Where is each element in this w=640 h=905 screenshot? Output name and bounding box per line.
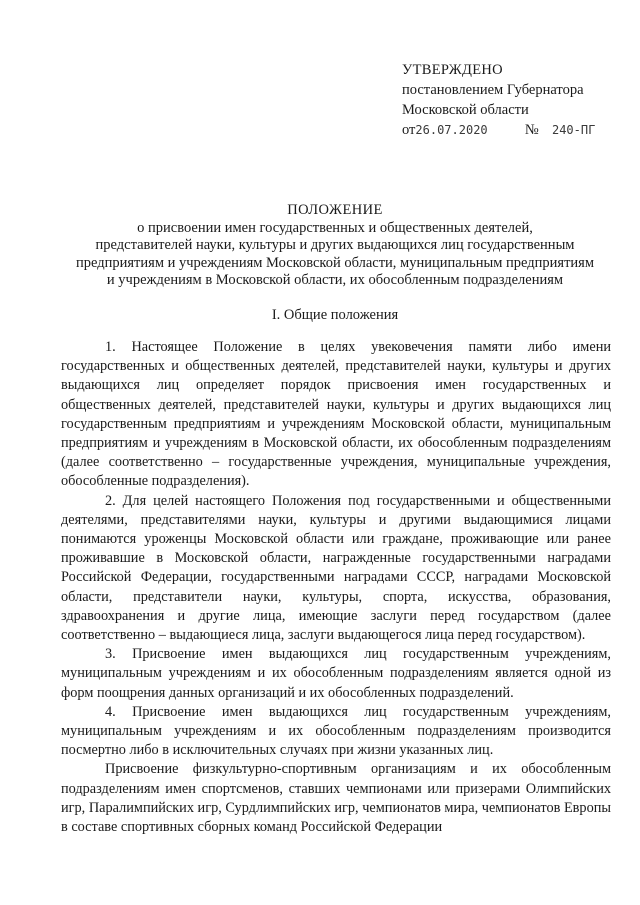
- approval-line-1: постановлением Губернатора: [402, 82, 584, 98]
- paragraph-3: 3. Присвоение имен выдающихся лиц государственным учреждениям, муниципальным учреждениям и их обособленным подразделениям является одной из форм поощрения данных организаций и их обособленных подразделений.: [61, 646, 611, 701]
- date-prefix: от: [402, 122, 416, 138]
- document-body: [61, 338, 611, 837]
- paragraph-5: Присвоение физкультурно-спортивным организациям и их обособленным подразделениям имен спортсменов, ставших чемпионами или призерами Олимпийских игр, Паралимпийских игр, Сурдлимпийских игр, чемпионатов мира, чемпионатов Европы в составе спортивных сборных команд Российской Федерации: [61, 761, 611, 836]
- title-line-4: предприятиям и учреждениям Московской области, муниципальным предприятиям: [75, 254, 595, 271]
- paragraph-4: 4. Присвоение имен выдающихся лиц государственным учреждениям, муниципальным учреждениям и их обособленным подразделениям производится посмертно либо в исключительных случаях при жизни указанных лиц.: [61, 703, 611, 759]
- title-line-2: о присвоении имен государственных и общественных деятелей,: [137, 219, 533, 236]
- approval-line-2: Московской области: [402, 102, 529, 118]
- section-title: I. Общие положения: [271, 307, 399, 323]
- approval-stamp: [402, 60, 595, 140]
- approval-heading: УТВЕРЖДЕНО: [402, 62, 503, 78]
- approval-date-number: [402, 120, 595, 140]
- paragraph-1: 1. Настоящее Положение в целях увековечения памяти либо имени государственных и общественных деятелей, представителей науки, культуры и других выдающихся лиц определяет порядок присвоения имен государственных и общественных деятелей, представителей науки, культуры и других выдающихся лиц государственным предприятиям и учреждениям Московской области, муниципальным предприятиям и учреждениям в Московской области, их обособленным подразделениям (далее соответственно – государственные учреждения, муниципальные учреждения, обособленные подразделения).: [61, 339, 611, 490]
- number-prefix: №: [524, 122, 539, 138]
- title-line-1: ПОЛОЖЕНИЕ: [287, 202, 383, 218]
- approval-date: 26.07.2020: [415, 123, 488, 137]
- title-line-3: представителей науки, культуры и других выдающихся лиц государственным: [95, 237, 575, 253]
- paragraph-2: 2. Для целей настоящего Положения под государственными и общественными деятелями, представителями науки, культуры и другими выдающимися лицами понимаются уроженцы Московской области или граждане, проживающие или ранее проживавшие в Московской области, награжденные государственными наградами Российской Федерации, государственными наградами СССР, наградами Московской области, представители науки, культуры, спорта, искусства, образования, здравоохранения и другие лица, имеющие заслуги перед государством (далее соответственно – выдающиеся лица, заслуги выдающегося лица перед государством).: [61, 492, 611, 644]
- document-title: [40, 202, 630, 290]
- title-line-5: и учреждениям в Московской области, их обособленным подразделениям: [106, 272, 564, 288]
- approval-number: 240-ПГ: [551, 123, 596, 137]
